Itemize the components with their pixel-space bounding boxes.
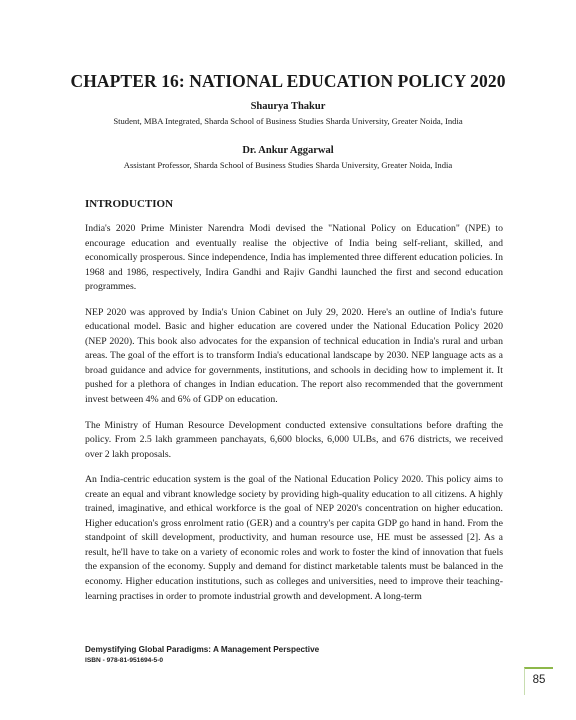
section-heading: INTRODUCTION bbox=[85, 198, 174, 210]
paragraph-4: An India-centric education system is the goal of the National Education Policy 2020. This policy aims to create an equal and vibrant knowledge society by providing high-quality education to all citizens. A highly trained, imaginative, and ethical workforce is the goal of NEP 2020's concentration on higher education. Higher education's gross enrolment ratio (GER) and a country's per capita GDP go hand in hand. From the standpoint of skill development, productivity, and human resource use, HE must be assessed [2]. As a result, he'll have to take on a variety of economic roles and work to foster the kind of innovation that fuels the expansion of the economy. Supply and demand for distinct marketable talents must be balanced in the economy. Higher education institutions, such as colleges and universities, need to improve their teaching-learning practises in order to promote industrial growth and development. A long-term bbox=[85, 474, 503, 602]
page-footer bbox=[85, 645, 319, 664]
chapter-title: CHAPTER 16: NATIONAL EDUCATION POLICY 2020 bbox=[70, 71, 506, 91]
book-title: Demystifying Global Paradigms: A Management Perspective bbox=[85, 645, 320, 654]
author-block-1 bbox=[0, 101, 576, 126]
paragraph-2: NEP 2020 was approved by India's Union Cabinet on July 29, 2020. Here's an outline of India's future educational model. Basic and higher education are covered under the National Education Policy 2020 (NEP 2020). This book also advocates for the expansion of technical education in India's rural and urban areas. The goal of the effort is to transform India's educational landscape by 2030. NEP language acts as a broad guidance and advice for governments, institutions, and schools in deciding how to implement it. It pushed for a plethora of changes in Indian education. The report also recommended that the government invest between 4% and 6% of GDP on education. bbox=[85, 306, 503, 406]
page-number: 85 bbox=[532, 674, 546, 686]
isbn-text: ISBN - 978-81-951694-5-0 bbox=[85, 657, 164, 664]
author-name-1: Shaurya Thakur bbox=[250, 101, 326, 112]
author-affiliation-2: Assistant Professor, Sharda School of Business Studies Sharda University, Greater Noida, India bbox=[123, 160, 453, 170]
paragraph-3: The Ministry of Human Resource Development conducted extensive consultations before drafting the policy. From 2.5 lakh grammeen panchayats, 6,600 blocks, 6,000 ULBs, and 676 districts, we received over 2 lakh proposals. bbox=[85, 419, 503, 460]
page-number-box bbox=[524, 667, 553, 695]
author-block-2 bbox=[0, 145, 576, 170]
body-text bbox=[85, 222, 503, 615]
author-name-2: Dr. Ankur Aggarwal bbox=[242, 145, 334, 156]
author-affiliation-1: Student, MBA Integrated, Sharda School of Business Studies Sharda University, Greater Noida, India bbox=[113, 116, 463, 126]
paragraph-1: India's 2020 Prime Minister Narendra Modi devised the "National Policy on Education" (NPE) to encourage education and eventually realise the objective of India being self-reliant, skilled, and economically prosperous. Since independence, India has implemented three different education policies. In 1968 and 1986, respectively, Indira Gandhi and Rajiv Gandhi launched the first and second education programmes. bbox=[85, 223, 503, 293]
